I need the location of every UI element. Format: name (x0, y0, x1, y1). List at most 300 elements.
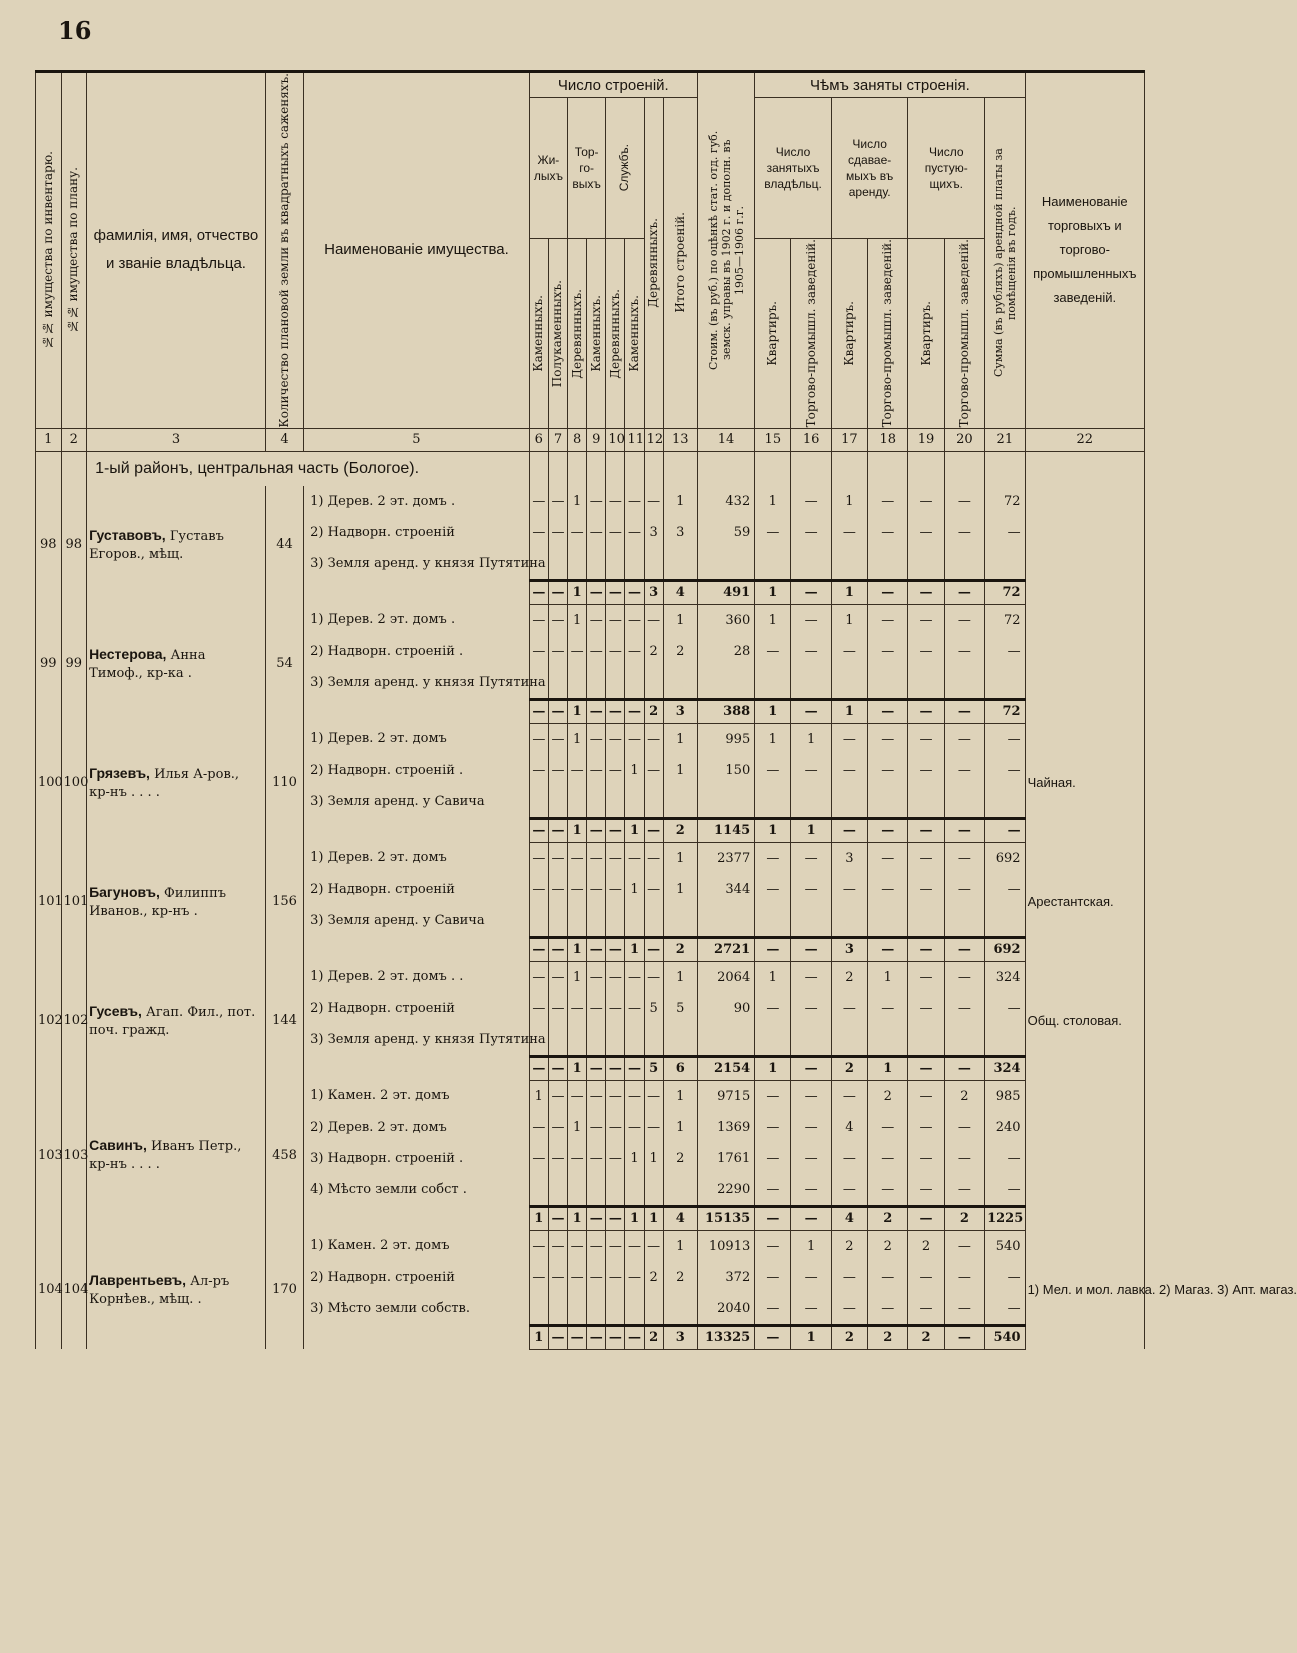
count-cell (529, 1174, 548, 1207)
count-cell (529, 1293, 548, 1326)
count-cell (644, 667, 663, 700)
column-number: 5 (304, 428, 530, 451)
count-cell (755, 786, 791, 819)
total-count: 3 (831, 937, 867, 961)
total-rent: 540 (985, 1325, 1026, 1349)
count-cell (831, 548, 867, 581)
count-cell: — (548, 486, 567, 517)
count-cell: — (791, 1262, 831, 1293)
inventory-number: 101 (36, 842, 62, 961)
plan-number: 98 (61, 486, 87, 605)
count-cell: — (791, 755, 831, 786)
column-number: 2 (61, 428, 87, 451)
count-cell: — (644, 723, 663, 755)
count-cell (644, 548, 663, 581)
column-number: 19 (908, 428, 944, 451)
count-cell (791, 1024, 831, 1057)
total-count: 1 (755, 699, 791, 723)
column-number: 17 (831, 428, 867, 451)
count-cell (548, 786, 567, 819)
count-cell: — (606, 874, 625, 905)
total-count: 1 (755, 818, 791, 842)
total-count: 2 (908, 1325, 944, 1349)
count-cell: — (755, 517, 791, 548)
property-item: 2) Надворн. строеній (304, 1262, 530, 1293)
total-count: — (587, 1056, 606, 1080)
district-row (36, 451, 1145, 486)
count-cell (755, 548, 791, 581)
count-cell: 1 (663, 874, 697, 905)
header-service: Службъ. (606, 98, 644, 239)
total-spacer (304, 1056, 530, 1080)
count-cell: — (529, 604, 548, 636)
total-count: — (908, 937, 944, 961)
count-cell (944, 667, 984, 700)
plan-number: 101 (61, 842, 87, 961)
header-value: Стоим. (въ руб.) по оцѣнкѣ стат. отд. губ. земск. управы въ 1902 г. и дополн. въ 1905—1906 г.г. (697, 72, 754, 429)
value-cell (697, 786, 754, 819)
total-count: — (568, 1325, 587, 1349)
count-cell (944, 548, 984, 581)
total-count: — (625, 1325, 644, 1349)
count-cell: — (944, 1293, 984, 1326)
property-item: 2) Надворн. строеній (304, 993, 530, 1024)
count-cell: — (908, 1143, 944, 1174)
header-rent-apartments: Квартиръ. (831, 239, 867, 428)
count-cell (831, 905, 867, 938)
count-cell: — (548, 723, 567, 755)
total-count: — (755, 937, 791, 961)
property-item: 3) Земля аренд. у князя Путятина (304, 1024, 530, 1057)
total-count: — (606, 1325, 625, 1349)
count-cell: — (548, 1112, 567, 1143)
owner-details: Филиппъ Иванов., кр-нъ . (89, 885, 227, 919)
count-cell: — (831, 1293, 867, 1326)
value-cell: 9715 (697, 1080, 754, 1112)
property-item: 1) Дерев. 2 эт. домъ . (304, 604, 530, 636)
total-count: — (587, 580, 606, 604)
count-cell: — (625, 1080, 644, 1112)
owner-details: Густавъ Егоров., мѣщ. (89, 528, 224, 562)
total-count: — (606, 1056, 625, 1080)
count-cell: 1 (831, 604, 867, 636)
establishment-name: Арестантская. (1025, 842, 1144, 961)
count-cell: — (944, 517, 984, 548)
count-cell (568, 548, 587, 581)
count-cell: 5 (644, 993, 663, 1024)
count-cell (791, 905, 831, 938)
count-cell: — (791, 604, 831, 636)
count-cell: — (625, 604, 644, 636)
total-count: 2 (831, 1325, 867, 1349)
count-cell: — (606, 604, 625, 636)
count-cell: — (625, 993, 644, 1024)
count-cell: — (868, 842, 908, 874)
count-cell: — (831, 993, 867, 1024)
total-count: 1 (625, 1206, 644, 1230)
total-count: — (606, 1206, 625, 1230)
count-cell: — (791, 1293, 831, 1326)
header-res-semistone: Полукаменныхъ. (548, 239, 567, 428)
count-cell (868, 667, 908, 700)
total-count: 2 (663, 937, 697, 961)
count-cell (606, 1293, 625, 1326)
count-cell (625, 667, 644, 700)
total-count: — (791, 1056, 831, 1080)
count-cell: — (908, 517, 944, 548)
count-cell: — (587, 874, 606, 905)
count-cell (568, 1174, 587, 1207)
total-spacer (304, 818, 530, 842)
count-cell: — (944, 636, 984, 667)
count-cell: — (587, 842, 606, 874)
owner-cell (87, 604, 266, 723)
value-cell (697, 905, 754, 938)
owner-cell (87, 842, 266, 961)
count-cell: — (868, 874, 908, 905)
total-count: 2 (868, 1206, 908, 1230)
total-count: 5 (644, 1056, 663, 1080)
count-cell (548, 667, 567, 700)
property-item: 1) Дерев. 2 эт. домъ . . (304, 961, 530, 993)
count-cell: — (791, 1174, 831, 1207)
inventory-number: 103 (36, 1080, 62, 1230)
count-cell (625, 1024, 644, 1057)
count-cell: 2 (663, 1262, 697, 1293)
total-rent: 72 (985, 699, 1026, 723)
count-cell: — (791, 874, 831, 905)
total-count: — (587, 1325, 606, 1349)
property-item: 1) Дерев. 2 эт. домъ (304, 842, 530, 874)
count-cell (606, 905, 625, 938)
property-item: 1) Камен. 2 эт. домъ (304, 1230, 530, 1262)
total-count: 2 (644, 1325, 663, 1349)
total-value: 388 (697, 699, 754, 723)
rent-cell (985, 548, 1026, 581)
total-count: — (908, 1056, 944, 1080)
count-cell: — (587, 604, 606, 636)
count-cell: — (868, 755, 908, 786)
header-occ-apartments: Квартиръ. (755, 239, 791, 428)
count-cell: — (831, 1080, 867, 1112)
count-cell: 1 (791, 723, 831, 755)
total-count: 1 (791, 1325, 831, 1349)
column-number: 22 (1025, 428, 1144, 451)
inventory-number: 100 (36, 723, 62, 842)
count-cell: — (548, 961, 567, 993)
count-cell: — (908, 755, 944, 786)
total-rent: 324 (985, 1056, 1026, 1080)
count-cell: — (587, 723, 606, 755)
count-cell: — (868, 1174, 908, 1207)
rent-cell: — (985, 1293, 1026, 1326)
total-count: — (548, 1206, 567, 1230)
total-count: — (791, 699, 831, 723)
value-cell: 2064 (697, 961, 754, 993)
count-cell (663, 1293, 697, 1326)
count-cell: — (791, 993, 831, 1024)
count-cell: — (548, 755, 567, 786)
count-cell: — (944, 961, 984, 993)
count-cell: — (831, 1262, 867, 1293)
rent-cell: 692 (985, 842, 1026, 874)
land-area: 156 (265, 842, 303, 961)
count-cell: — (587, 993, 606, 1024)
count-cell: 2 (944, 1080, 984, 1112)
total-value: 491 (697, 580, 754, 604)
count-cell: — (944, 1230, 984, 1262)
count-cell: — (606, 961, 625, 993)
total-spacer (304, 580, 530, 604)
owner-details: Илья А-ров., кр-нъ . . . . (89, 766, 240, 800)
establishment-name (1025, 486, 1144, 605)
header-occ-trade: Торгово-промышл. заведеній. (791, 239, 831, 428)
count-cell: — (568, 1230, 587, 1262)
count-cell: 1 (831, 486, 867, 517)
count-cell: — (606, 1080, 625, 1112)
column-number: 3 (87, 428, 266, 451)
header-property-name: Наименованіе имущества. (304, 72, 530, 429)
header-trade-stone: Каменныхъ. (587, 239, 606, 428)
property-item: 2) Надворн. строеній . (304, 755, 530, 786)
column-number: 8 (568, 428, 587, 451)
total-count: — (831, 818, 867, 842)
property-item: 2) Надворн. строеній (304, 874, 530, 905)
count-cell (587, 548, 606, 581)
rent-cell: 324 (985, 961, 1026, 993)
value-cell: 360 (697, 604, 754, 636)
value-cell (697, 1024, 754, 1057)
count-cell: — (831, 723, 867, 755)
count-cell (791, 786, 831, 819)
total-count: — (755, 1206, 791, 1230)
count-cell (568, 1024, 587, 1057)
count-cell (548, 548, 567, 581)
count-cell: — (755, 1293, 791, 1326)
count-cell (606, 667, 625, 700)
property-item: 3) Земля аренд. у Савича (304, 786, 530, 819)
count-cell: — (644, 1230, 663, 1262)
count-cell: — (606, 1262, 625, 1293)
total-count: — (587, 937, 606, 961)
rent-cell: — (985, 1174, 1026, 1207)
count-cell: — (529, 1112, 548, 1143)
total-spacer (304, 937, 530, 961)
count-cell: — (644, 604, 663, 636)
column-number: 12 (644, 428, 663, 451)
total-count: 4 (663, 580, 697, 604)
total-count: 1 (568, 818, 587, 842)
count-cell: — (644, 1112, 663, 1143)
rent-cell: — (985, 517, 1026, 548)
count-cell: 1 (568, 604, 587, 636)
property-item: 2) Дерев. 2 эт. домъ (304, 1112, 530, 1143)
count-cell: — (606, 1143, 625, 1174)
count-cell: 2 (868, 1080, 908, 1112)
count-cell: — (944, 723, 984, 755)
count-cell: — (944, 486, 984, 517)
rent-cell (985, 667, 1026, 700)
count-cell (868, 1024, 908, 1057)
count-cell: 2 (868, 1230, 908, 1262)
header-trade: Тор-го-выхъ (568, 98, 606, 239)
total-count: 1 (568, 1056, 587, 1080)
total-rent: 72 (985, 580, 1026, 604)
count-cell: — (755, 636, 791, 667)
total-rent: — (985, 818, 1026, 842)
count-cell: — (625, 486, 644, 517)
count-cell (606, 548, 625, 581)
total-count: — (791, 1206, 831, 1230)
total-count: 4 (831, 1206, 867, 1230)
value-cell: 10913 (697, 1230, 754, 1262)
value-cell: 432 (697, 486, 754, 517)
count-cell: — (529, 486, 548, 517)
total-count: — (791, 580, 831, 604)
total-value: 1145 (697, 818, 754, 842)
total-count: 1 (791, 818, 831, 842)
count-cell (548, 1024, 567, 1057)
header-land-area: Количество плановой земли въ квадратныхъ саженяхъ. (265, 72, 303, 429)
count-cell: 1 (568, 723, 587, 755)
count-cell: — (944, 993, 984, 1024)
value-cell: 2290 (697, 1174, 754, 1207)
count-cell: 1 (755, 486, 791, 517)
owner-cell (87, 486, 266, 605)
establishment-name: 1) Мел. и мол. лавка. 2) Магаз. 3) Апт. магаз. (1025, 1230, 1144, 1349)
count-cell: — (606, 636, 625, 667)
value-cell: 90 (697, 993, 754, 1024)
count-cell: — (568, 755, 587, 786)
total-count: 3 (644, 580, 663, 604)
count-cell: — (755, 1080, 791, 1112)
total-count: 1 (831, 699, 867, 723)
header-res-wooden: Деревянныхъ. (568, 239, 587, 428)
count-cell: — (529, 636, 548, 667)
owner-details: Агап. Фил., пот. поч. гражд. (89, 1004, 256, 1038)
plan-number: 104 (61, 1230, 87, 1349)
property-line-row (36, 486, 1145, 517)
count-cell (868, 786, 908, 819)
total-spacer (304, 1325, 530, 1349)
total-count: — (868, 699, 908, 723)
count-cell: — (944, 1174, 984, 1207)
column-number: 21 (985, 428, 1026, 451)
total-count: — (548, 580, 567, 604)
count-cell: — (625, 723, 644, 755)
owner-surname: Нестерова, (89, 645, 167, 662)
inventory-number: 98 (36, 486, 62, 605)
count-cell: — (644, 961, 663, 993)
count-cell: — (644, 874, 663, 905)
value-cell (697, 548, 754, 581)
header-vacant: Число пустую-щихъ. (908, 98, 985, 239)
count-cell: — (548, 874, 567, 905)
count-cell (587, 1174, 606, 1207)
owner-surname: Густавовъ, (89, 526, 166, 543)
total-count: 1 (568, 699, 587, 723)
total-count: — (908, 818, 944, 842)
property-item: 1) Камен. 2 эт. домъ (304, 1080, 530, 1112)
count-cell: 3 (644, 517, 663, 548)
count-cell: — (548, 993, 567, 1024)
header-rent-trade: Торгово-промышл. заведеній. (868, 239, 908, 428)
count-cell: — (548, 1143, 567, 1174)
count-cell (908, 667, 944, 700)
value-cell: 995 (697, 723, 754, 755)
count-cell: — (755, 1143, 791, 1174)
count-cell: 2 (831, 1230, 867, 1262)
plan-number: 102 (61, 961, 87, 1080)
count-cell: 2 (663, 1143, 697, 1174)
count-cell (831, 1024, 867, 1057)
count-cell (644, 1024, 663, 1057)
column-number: 10 (606, 428, 625, 451)
rent-cell (985, 905, 1026, 938)
total-count: — (908, 699, 944, 723)
rent-cell: — (985, 1262, 1026, 1293)
total-count: 1 (625, 818, 644, 842)
total-count: 1 (755, 1056, 791, 1080)
count-cell (663, 667, 697, 700)
inventory-number: 99 (36, 604, 62, 723)
count-cell: — (755, 993, 791, 1024)
count-cell: — (548, 636, 567, 667)
count-cell (587, 786, 606, 819)
count-cell: — (791, 1080, 831, 1112)
count-cell: — (944, 1112, 984, 1143)
count-cell: — (868, 1143, 908, 1174)
property-item: 4) Мѣсто земли собст . (304, 1174, 530, 1207)
value-cell: 150 (697, 755, 754, 786)
count-cell (606, 1174, 625, 1207)
count-cell (755, 667, 791, 700)
count-cell: — (868, 723, 908, 755)
total-count: — (587, 1206, 606, 1230)
total-count: 1 (755, 580, 791, 604)
count-cell: — (755, 1174, 791, 1207)
column-number: 18 (868, 428, 908, 451)
owner-details: Иванъ Петр., кр-нъ . . . . (89, 1139, 242, 1173)
owner-surname: Лаврентьевъ, (89, 1271, 187, 1288)
count-cell: 1 (663, 486, 697, 517)
count-cell: 1 (663, 961, 697, 993)
count-cell (529, 786, 548, 819)
count-cell (755, 1024, 791, 1057)
value-cell: 344 (697, 874, 754, 905)
count-cell: — (831, 874, 867, 905)
total-value: 15135 (697, 1206, 754, 1230)
count-cell: 1 (868, 961, 908, 993)
header-trade-wooden: Деревянныхъ. (606, 239, 625, 428)
owner-cell (87, 961, 266, 1080)
total-count: 3 (663, 1325, 697, 1349)
count-cell: — (625, 1262, 644, 1293)
total-count: — (529, 818, 548, 842)
count-cell: — (908, 842, 944, 874)
count-cell: — (625, 636, 644, 667)
rent-cell: — (985, 636, 1026, 667)
establishment-name (1025, 604, 1144, 723)
count-cell: 1 (529, 1080, 548, 1112)
count-cell (644, 1174, 663, 1207)
total-rent: 1225 (985, 1206, 1026, 1230)
property-line-row (36, 1230, 1145, 1262)
count-cell (791, 548, 831, 581)
owner-cell (87, 1080, 266, 1230)
count-cell: — (868, 636, 908, 667)
count-cell (944, 786, 984, 819)
